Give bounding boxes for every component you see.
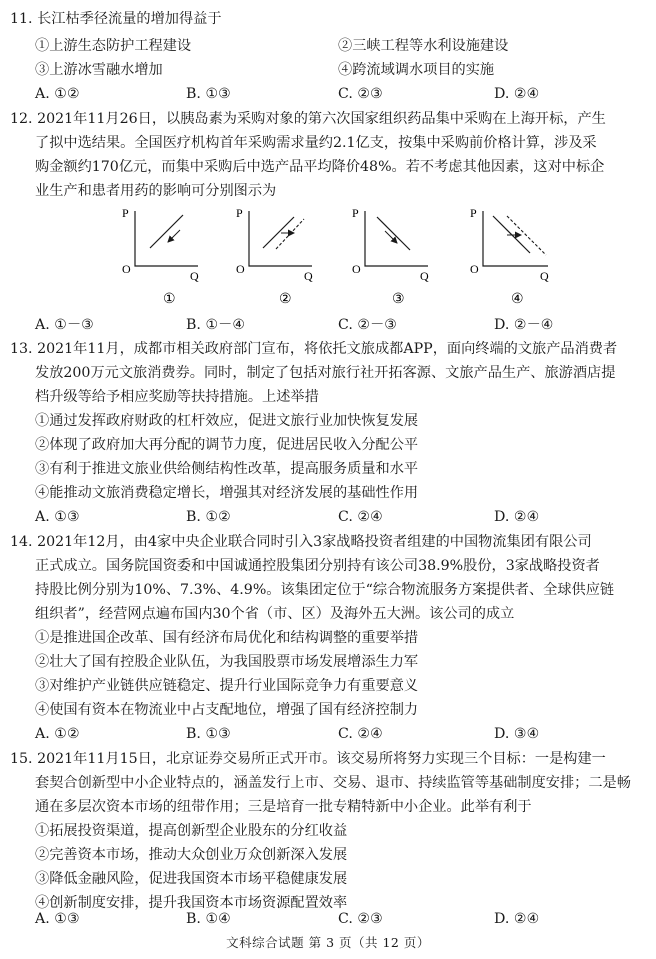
q14-item-1: ①是推进国企改革、国有经济布局优化和结构调整的重要举措 [35, 630, 419, 646]
q15-stem-line-1: 15. 2021年11月15日，北京证券交易所正式开市。该交易所将努力实现三个目标：一是构建一 [10, 751, 606, 767]
q12-stem-line-4: 业生产和患者用药的影响可分别图示为 [35, 183, 277, 199]
q11-option-a: A. ①② [35, 86, 80, 102]
q13-stem-line-2: 发放200万元文旅消费券。同时，制定了包括对旅行社开拓客源、文旅产品生产、旅游酒店提 [35, 365, 616, 381]
graph-3 [352, 206, 429, 307]
graph-1-label: ① [163, 292, 176, 307]
q12-option-c: C. ②－③ [338, 317, 397, 333]
q15-item-4: ④创新制度安排，提升我国资本市场资源配置效率 [35, 895, 348, 911]
q15-option-a: A. ①③ [35, 911, 80, 927]
q11-item-1: ①上游生态防护工程建设 [35, 38, 192, 54]
graph-4-label: ④ [511, 292, 524, 307]
graph-2-origin: O [236, 262, 245, 276]
q11-option-d: D. ②④ [494, 86, 540, 102]
q13-item-2: ②体现了政府加大再分配的调节力度，促进居民收入分配公平 [35, 437, 419, 453]
graph-4-axis-q: Q [540, 269, 549, 283]
q12-stem-line-2: 了拟中选结果。全国医疗机构首年采购需求量约2.1亿支，按集中采购前价格计算，涉及采 [35, 135, 597, 151]
graph-3-axis-p: P [352, 206, 359, 220]
q14-stem-line-4: 组织者”，经营网点遍布国内30个省（市、区）及海外五大洲。该公司的成立 [35, 606, 515, 622]
q13-item-4: ④能推动文旅消费稳定增长，增强其对经济发展的基础性作用 [35, 485, 419, 501]
page-footer: 文科综合试题 第 3 页（共 12 页） [226, 935, 430, 950]
q13-option-a: A. ①③ [35, 509, 80, 525]
graph-2 [236, 206, 313, 307]
q14-option-c: C. ②④ [338, 726, 383, 742]
q14-item-3: ③对维护产业链供应链稳定、提升行业国际竞争力有重要意义 [35, 678, 419, 694]
graph-3-axis-q: Q [420, 269, 429, 283]
q11-item-2: ②三峡工程等水利设施建设 [338, 38, 509, 54]
q12-option-a: A. ①－③ [35, 317, 94, 333]
q15-option-d: D. ②④ [494, 911, 540, 927]
q12-graphs [0, 203, 656, 328]
graph-1-axis-q: Q [190, 269, 199, 283]
q11-option-b: B. ①③ [186, 86, 231, 102]
q12-stem-line-3: 购金额约170亿元，而集中采购后中选产品平均降价48%。若不考虑其他因素，这对中标企 [35, 159, 605, 175]
q13-item-3: ③有利于推进文旅业供给侧结构性改革，提高服务质量和水平 [35, 461, 419, 477]
q15-item-2: ②完善资本市场，推动大众创业万众创新深入发展 [35, 847, 348, 863]
q14-option-d: D. ③④ [494, 726, 540, 742]
graph-4-axis-p: P [470, 206, 477, 220]
q11-item-4: ④跨流域调水项目的实施 [338, 62, 495, 78]
q13-item-1: ①通过发挥政府财政的杠杆效应，促进文旅行业加快恢复发展 [35, 413, 419, 429]
graph-2-axis-p: P [236, 206, 243, 220]
graph-3-origin: O [352, 262, 361, 276]
graph-2-axis-q: Q [304, 269, 313, 283]
q12-stem-line-1: 12. 2021年11月26日，以胰岛素为采购对象的第六次国家组织药品集中采购在上海开标，产生 [10, 111, 606, 127]
graph-1 [122, 206, 199, 307]
q14-item-2: ②壮大了国有控股企业队伍，为我国股票市场发展增添生力军 [35, 654, 419, 670]
q14-option-b: B. ①③ [186, 726, 231, 742]
q11-stem: 11. 长江枯季径流量的增加得益于 [10, 11, 222, 27]
q11-item-3: ③上游冰雪融水增加 [35, 62, 163, 78]
q14-stem-line-1: 14. 2021年12月，由4家中央企业联合同时引入3家战略投资者组建的中国物流集团有限公司 [10, 534, 592, 550]
graph-3-label: ③ [392, 292, 405, 307]
q12-option-b: B. ①－④ [186, 317, 246, 333]
q15-item-1: ①拓展投资渠道，提高创新型企业股东的分红收益 [35, 823, 348, 839]
q15-option-c: C. ②③ [338, 911, 383, 927]
q14-stem-line-3: 持股比例分别为10%、7.3%、4.9%。该集团定位于“综合物流服务方案提供者、全球供应链 [35, 582, 615, 598]
q15-option-b: B. ①④ [186, 911, 231, 927]
q13-stem-line-3: 档升级等给予相应奖励等扶持措施。上述举措 [35, 389, 319, 405]
q11-option-c: C. ②③ [338, 86, 383, 102]
graph-1-origin: O [122, 262, 131, 276]
q15-stem-line-3: 通在多层次资本市场的纽带作用；三是培育一批专精特新中小企业。此举有利于 [35, 799, 532, 815]
q14-item-4: ④使国有资本在物流业中占支配地位，增强了国有经济控制力 [35, 702, 419, 718]
q15-item-3: ③降低金融风险，促进我国资本市场平稳健康发展 [35, 871, 348, 887]
q13-option-b: B. ①② [186, 509, 231, 525]
q13-option-c: C. ②④ [338, 509, 383, 525]
q13-stem-line-1: 13. 2021年11月，成都市相关政府部门宣布，将依托文旅成都APP，面向终端的文旅产品消费者 [10, 341, 618, 357]
q13-option-d: D. ②④ [494, 509, 540, 525]
graph-4-origin: O [470, 262, 479, 276]
graph-4 [470, 206, 549, 307]
q12-option-d: D. ②－④ [494, 317, 554, 333]
graph-1-axis-p: P [122, 206, 129, 220]
q14-stem-line-2: 正式成立。国务院国资委和中国诚通控股集团分别持有该公司38.9%股份，3家战略投资者 [35, 558, 600, 574]
q15-stem-line-2: 套契合创新型中小企业特点的，涵盖发行上市、交易、退市、持续监管等基础制度安排；二是畅 [35, 775, 631, 791]
graph-2-label: ② [279, 292, 292, 307]
q14-option-a: A. ①② [35, 726, 80, 742]
